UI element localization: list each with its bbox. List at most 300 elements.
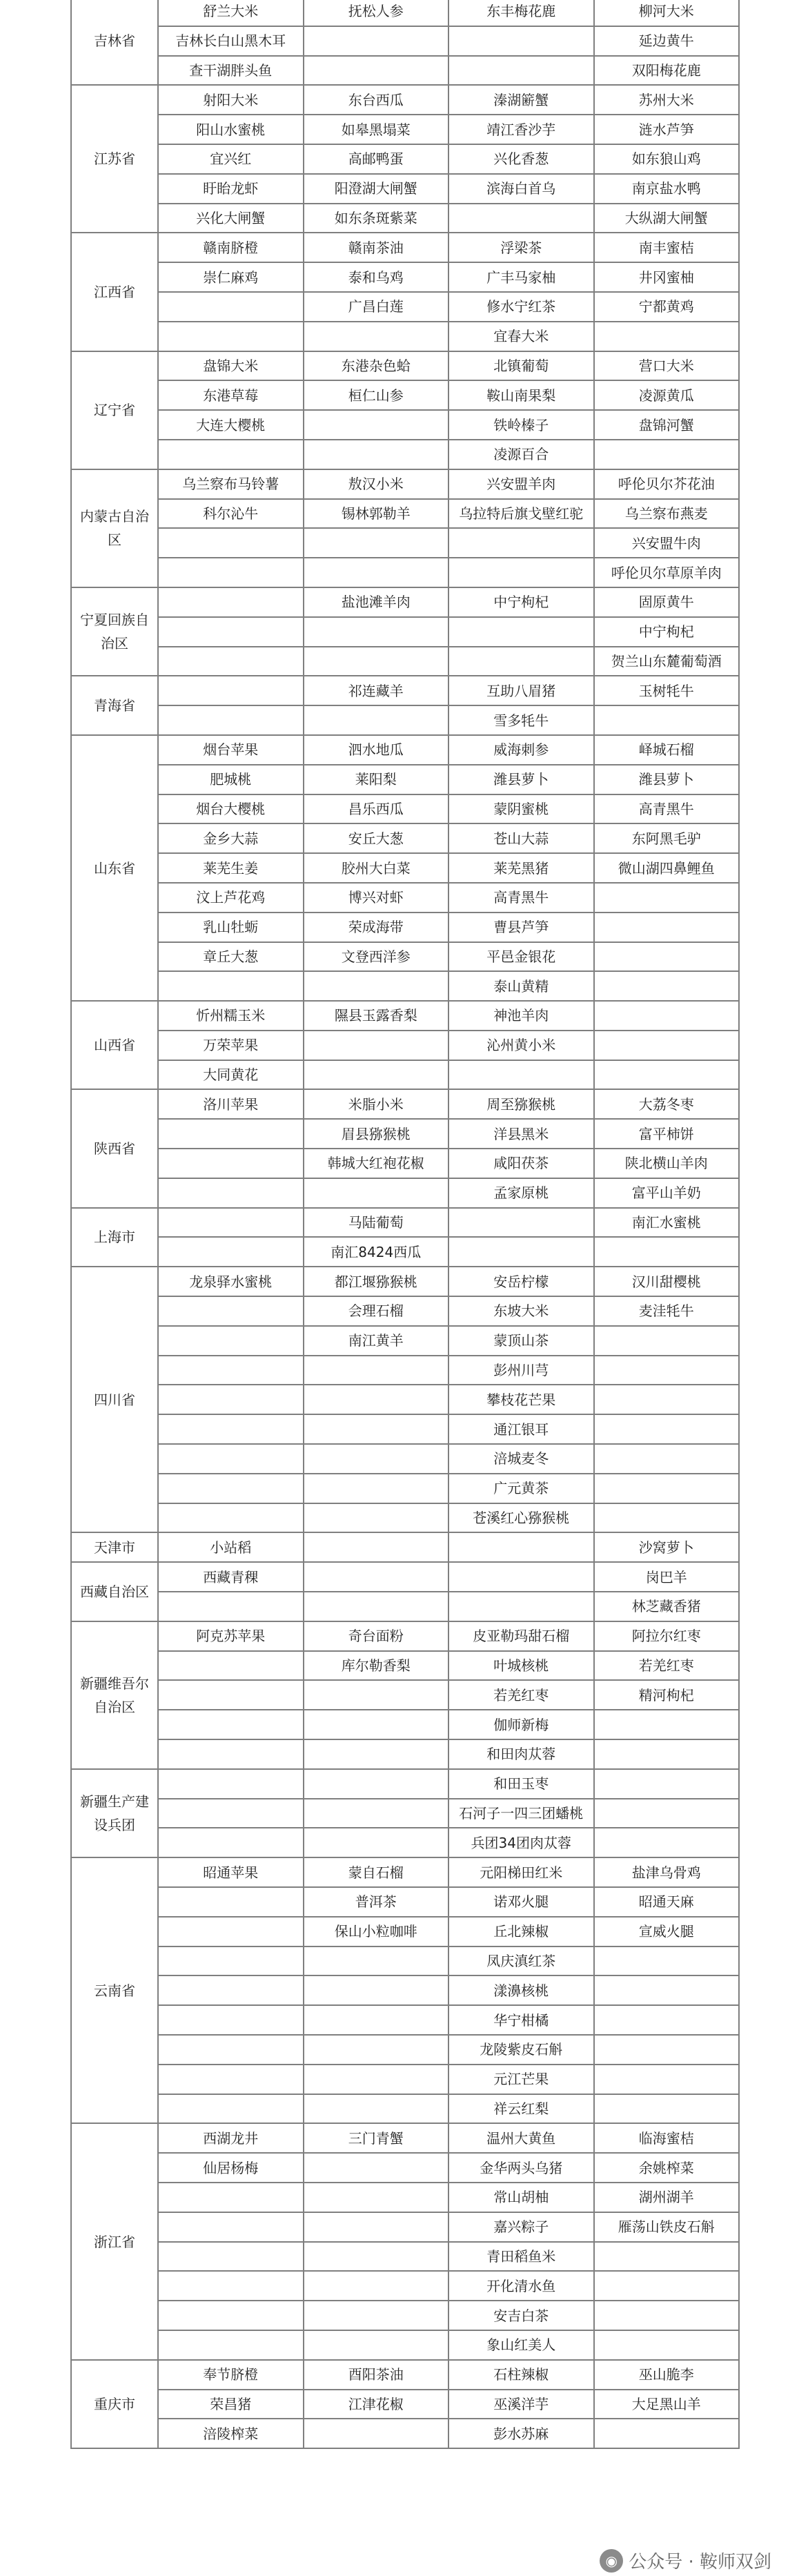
- table-row: [71, 1031, 739, 1060]
- product-cell: [158, 2035, 304, 2065]
- product-cell: [158, 2242, 304, 2272]
- product-cell: [158, 1503, 304, 1533]
- product-cell: 营口大米: [594, 351, 740, 381]
- product-cell: 沙窝萝卜: [594, 1532, 740, 1562]
- table-row: [71, 2094, 739, 2124]
- product-cell: 忻州糯玉米: [158, 1001, 304, 1031]
- province-cell: 天津市: [71, 1532, 158, 1562]
- product-cell: 鞍山南果梨: [448, 380, 594, 410]
- table-row: [71, 765, 739, 794]
- product-cell: [158, 1592, 304, 1621]
- product-cell: 万荣苹果: [158, 1031, 304, 1060]
- product-cell: 泰和乌鸡: [304, 262, 449, 292]
- product-cell: [304, 1680, 449, 1710]
- product-cell: 华宁柑橘: [448, 2005, 594, 2035]
- product-cell: [594, 1060, 740, 1090]
- product-cell: 宁都黄鸡: [594, 292, 740, 322]
- province-cell: 江苏省: [71, 85, 158, 233]
- product-cell: [158, 528, 304, 558]
- product-cell: [448, 1532, 594, 1562]
- product-cell: 盐池滩羊肉: [304, 587, 449, 617]
- product-cell: [594, 971, 740, 1001]
- product-cell: [304, 26, 449, 56]
- product-cell: 祥云红梨: [448, 2094, 594, 2124]
- product-cell: 富平山羊奶: [594, 1178, 740, 1208]
- province-cell: 重庆市: [71, 2360, 158, 2448]
- product-cell: [158, 971, 304, 1001]
- product-cell: 元江芒果: [448, 2065, 594, 2094]
- product-cell: 玉树牦牛: [594, 676, 740, 705]
- product-cell: [158, 2212, 304, 2242]
- product-cell: [594, 1799, 740, 1828]
- wechat-icon: ◉: [600, 2549, 623, 2573]
- product-cell: 江津花椒: [304, 2390, 449, 2419]
- table-row: [71, 1474, 739, 1503]
- table-row: [71, 942, 739, 972]
- table-row: [71, 174, 739, 204]
- product-cell: 章丘大葱: [158, 942, 304, 972]
- table-row: [71, 971, 739, 1001]
- product-cell: [158, 1828, 304, 1857]
- product-cell: 滨海白首乌: [448, 174, 594, 204]
- product-cell: 兴安盟牛肉: [594, 528, 740, 558]
- product-cell: 潍县萝卜: [448, 765, 594, 794]
- product-cell: [304, 1385, 449, 1414]
- product-cell: [448, 528, 594, 558]
- product-cell: [304, 2065, 449, 2094]
- product-cell: 和田玉枣: [448, 1769, 594, 1799]
- product-cell: [158, 1887, 304, 1917]
- product-cell: 三门青蟹: [304, 2123, 449, 2153]
- product-cell: [594, 2271, 740, 2301]
- table-row: [71, 1799, 739, 1828]
- product-cell: 昭通苹果: [158, 1857, 304, 1887]
- watermark: [600, 2548, 771, 2573]
- product-cell: [594, 2242, 740, 2272]
- product-cell: 莱芜生姜: [158, 853, 304, 883]
- product-cell: 凌源百合: [448, 440, 594, 469]
- product-cell: [304, 647, 449, 676]
- product-cell: [304, 971, 449, 1001]
- product-cell: [304, 2094, 449, 2124]
- product-cell: 吉林长白山黑木耳: [158, 26, 304, 56]
- table-body: [71, 0, 739, 2448]
- table-row: [71, 262, 739, 292]
- product-cell: 涪陵榨菜: [158, 2419, 304, 2448]
- product-cell: [594, 440, 740, 469]
- table-row: [71, 1356, 739, 1385]
- province-cell: 西藏自治区: [71, 1562, 158, 1621]
- table-row: [71, 2212, 739, 2242]
- product-cell: [304, 2035, 449, 2065]
- product-cell: [594, 883, 740, 913]
- province-cell: 山西省: [71, 1001, 158, 1089]
- product-cell: [158, 1710, 304, 1739]
- product-cell: 麦洼牦牛: [594, 1296, 740, 1326]
- table-row: [71, 1887, 739, 1917]
- product-cell: [158, 1946, 304, 1976]
- product-cell: 乌兰察布马铃薯: [158, 469, 304, 499]
- product-cell: [304, 1356, 449, 1385]
- product-cell: 龙泉驿水蜜桃: [158, 1267, 304, 1296]
- product-cell: 赣南茶油: [304, 233, 449, 262]
- table-row: [71, 647, 739, 676]
- product-cell: [304, 1503, 449, 1533]
- product-cell: [448, 558, 594, 587]
- product-cell: 蒙顶山茶: [448, 1326, 594, 1356]
- product-cell: 兴化香葱: [448, 144, 594, 174]
- table-row: [71, 2035, 739, 2065]
- product-cell: 荣昌猪: [158, 2390, 304, 2419]
- product-cell: [304, 1828, 449, 1857]
- product-cell: 盱眙龙虾: [158, 174, 304, 204]
- product-cell: 如东狼山鸡: [594, 144, 740, 174]
- product-cell: [594, 322, 740, 351]
- product-cell: [304, 2005, 449, 2035]
- table-row: [71, 2005, 739, 2035]
- product-cell: 眉县猕猴桃: [304, 1119, 449, 1149]
- product-cell: 诺邓火腿: [448, 1887, 594, 1917]
- table-row: [71, 1208, 739, 1238]
- product-cell: [448, 617, 594, 647]
- product-cell: 韩城大红袍花椒: [304, 1149, 449, 1178]
- product-cell: 修水宁红茶: [448, 292, 594, 322]
- product-cell: 如东条斑紫菜: [304, 204, 449, 233]
- product-cell: 峄城石榴: [594, 735, 740, 765]
- product-cell: 高邮鸭蛋: [304, 144, 449, 174]
- product-cell: 石柱辣椒: [448, 2360, 594, 2390]
- product-cell: 宜春大米: [448, 322, 594, 351]
- product-cell: 岗巴羊: [594, 1562, 740, 1592]
- product-cell: 双阳梅花鹿: [594, 56, 740, 86]
- table-row: [71, 1503, 739, 1533]
- product-cell: [304, 2301, 449, 2330]
- table-row: [71, 292, 739, 322]
- table-row: [71, 115, 739, 144]
- product-cell: [158, 558, 304, 587]
- table-row: [71, 1975, 739, 2005]
- product-cell: 安岳柠檬: [448, 1267, 594, 1296]
- product-cell: 奇台面粉: [304, 1621, 449, 1651]
- product-cell: 敖汉小米: [304, 469, 449, 499]
- product-cell: [304, 1414, 449, 1444]
- product-cell: 阳山水蜜桃: [158, 115, 304, 144]
- product-cell: [158, 2301, 304, 2330]
- product-cell: 北镇葡萄: [448, 351, 594, 381]
- product-cell: 陕北横山羊肉: [594, 1149, 740, 1178]
- product-cell: 精河枸杞: [594, 1680, 740, 1710]
- product-cell: [158, 292, 304, 322]
- product-cell: 周至猕猴桃: [448, 1089, 594, 1119]
- province-cell: 新疆生产建设兵团: [71, 1769, 158, 1857]
- product-cell: [158, 2330, 304, 2360]
- product-cell: 通江银耳: [448, 1414, 594, 1444]
- product-cell: 库尔勒香梨: [304, 1651, 449, 1681]
- product-cell: [158, 705, 304, 735]
- product-cell: [304, 2419, 449, 2448]
- product-cell: 西湖龙井: [158, 2123, 304, 2153]
- product-cell: [158, 1975, 304, 2005]
- product-table: [70, 0, 740, 2449]
- product-cell: 象山红美人: [448, 2330, 594, 2360]
- table-row: [71, 1562, 739, 1592]
- product-cell: 大连大樱桃: [158, 410, 304, 440]
- province-cell: 四川省: [71, 1267, 158, 1532]
- product-cell: [304, 1799, 449, 1828]
- product-cell: 凤庆滇红茶: [448, 1946, 594, 1976]
- product-cell: 微山湖四鼻鲤鱼: [594, 853, 740, 883]
- product-cell: [594, 1828, 740, 1857]
- product-cell: 伽师新梅: [448, 1710, 594, 1739]
- product-cell: [594, 1444, 740, 1474]
- product-cell: 孟家原桃: [448, 1178, 594, 1208]
- product-cell: 浮梁茶: [448, 233, 594, 262]
- product-cell: [304, 2212, 449, 2242]
- product-cell: [304, 558, 449, 587]
- product-cell: 兵团34团肉苁蓉: [448, 1828, 594, 1857]
- table-row: [71, 85, 739, 115]
- product-cell: 元阳梯田红米: [448, 1857, 594, 1887]
- product-cell: [158, 1917, 304, 1946]
- table-row: [71, 469, 739, 499]
- product-cell: 大荔冬枣: [594, 1089, 740, 1119]
- table-row: [71, 26, 739, 56]
- product-cell: 和田肉苁蓉: [448, 1739, 594, 1769]
- table-row: [71, 1739, 739, 1769]
- product-cell: 阿拉尔红枣: [594, 1621, 740, 1651]
- product-cell: [448, 204, 594, 233]
- product-cell: 雪多牦牛: [448, 705, 594, 735]
- product-cell: 乳山牡蛎: [158, 913, 304, 942]
- table-row: [71, 1917, 739, 1946]
- product-cell: 雁荡山铁皮石斛: [594, 2212, 740, 2242]
- product-cell: [594, 1769, 740, 1799]
- product-cell: 南汇8424西瓜: [304, 1237, 449, 1267]
- table-row: [71, 0, 739, 26]
- product-cell: 呼伦贝尔芥花油: [594, 469, 740, 499]
- product-cell: 东阿黑毛驴: [594, 823, 740, 853]
- product-cell: [594, 1739, 740, 1769]
- table-row: [71, 1621, 739, 1651]
- table-row: [71, 56, 739, 86]
- product-cell: [448, 1592, 594, 1621]
- province-cell: 云南省: [71, 1857, 158, 2123]
- product-cell: [158, 1326, 304, 1356]
- product-cell: 乌拉特后旗戈壁红驼: [448, 499, 594, 529]
- product-cell: 肥城桃: [158, 765, 304, 794]
- product-cell: 彭水苏麻: [448, 2419, 594, 2448]
- product-cell: 汉川甜樱桃: [594, 1267, 740, 1296]
- table-row: [71, 617, 739, 647]
- product-cell: [304, 1031, 449, 1060]
- product-cell: [594, 2005, 740, 2035]
- product-cell: 盐津乌骨鸡: [594, 1857, 740, 1887]
- table-row: [71, 1267, 739, 1296]
- table-row: [71, 1060, 739, 1090]
- product-cell: 普洱茶: [304, 1887, 449, 1917]
- province-cell: 山东省: [71, 735, 158, 1001]
- table-row: [71, 1089, 739, 1119]
- table-row: [71, 1532, 739, 1562]
- table-row: [71, 1001, 739, 1031]
- product-cell: [158, 2094, 304, 2124]
- product-cell: 贺兰山东麓葡萄酒: [594, 647, 740, 676]
- product-cell: 莱芜黑猪: [448, 853, 594, 883]
- table-row: [71, 2183, 739, 2212]
- product-cell: 叶城核桃: [448, 1651, 594, 1681]
- product-cell: [448, 647, 594, 676]
- product-cell: 潍县萝卜: [594, 765, 740, 794]
- product-cell: [158, 1799, 304, 1828]
- table-row: [71, 1119, 739, 1149]
- product-cell: 汶上芦花鸡: [158, 883, 304, 913]
- product-cell: 西藏青稞: [158, 1562, 304, 1592]
- product-cell: 舒兰大米: [158, 0, 304, 26]
- province-cell: 宁夏回族自治区: [71, 587, 158, 676]
- product-cell: 烟台大樱桃: [158, 794, 304, 824]
- table-row: [71, 499, 739, 529]
- table-row: [71, 410, 739, 440]
- product-cell: [304, 1975, 449, 2005]
- product-cell: [594, 1710, 740, 1739]
- product-cell: [158, 2005, 304, 2035]
- table-row: [71, 705, 739, 735]
- watermark-text: 公众号 · 鞍师双剑: [629, 2552, 771, 2573]
- province-cell: 江西省: [71, 233, 158, 351]
- product-cell: [158, 617, 304, 647]
- product-cell: 涪城麦冬: [448, 1444, 594, 1474]
- product-cell: [158, 1651, 304, 1681]
- table-row: [71, 2360, 739, 2390]
- product-cell: 米脂小米: [304, 1089, 449, 1119]
- product-cell: [304, 56, 449, 86]
- table-row: [71, 558, 739, 587]
- product-cell: [448, 1208, 594, 1238]
- product-cell: 科尔沁牛: [158, 499, 304, 529]
- product-cell: 如皋黑塌菜: [304, 115, 449, 144]
- product-cell: [158, 1208, 304, 1238]
- product-cell: 漾濞核桃: [448, 1975, 594, 2005]
- product-cell: 盘锦大米: [158, 351, 304, 381]
- product-cell: [304, 1060, 449, 1090]
- product-cell: [158, 1237, 304, 1267]
- table-row: [71, 2301, 739, 2330]
- table-row: [71, 1385, 739, 1414]
- product-cell: 余姚榨菜: [594, 2153, 740, 2183]
- product-cell: 盘锦河蟹: [594, 410, 740, 440]
- product-cell: 开化清水鱼: [448, 2271, 594, 2301]
- product-cell: [158, 1414, 304, 1444]
- product-cell: [304, 1710, 449, 1739]
- product-cell: 兴化大闸蟹: [158, 204, 304, 233]
- product-cell: 大纵湖大闸蟹: [594, 204, 740, 233]
- product-cell: 阳澄湖大闸蟹: [304, 174, 449, 204]
- table-row: [71, 883, 739, 913]
- table-row: [71, 1237, 739, 1267]
- product-cell: 泰山黄精: [448, 971, 594, 1001]
- product-cell: [158, 1680, 304, 1710]
- product-cell: [594, 705, 740, 735]
- product-cell: 崇仁麻鸡: [158, 262, 304, 292]
- product-cell: 小站稻: [158, 1532, 304, 1562]
- product-cell: 奉节脐橙: [158, 2360, 304, 2390]
- product-cell: [594, 1503, 740, 1533]
- table-row: [71, 2271, 739, 2301]
- product-cell: 洛川苹果: [158, 1089, 304, 1119]
- province-cell: 陕西省: [71, 1089, 158, 1207]
- table-row: [71, 380, 739, 410]
- product-cell: 临海蜜桔: [594, 2123, 740, 2153]
- product-cell: 洋县黑米: [448, 1119, 594, 1149]
- product-cell: 咸阳茯茶: [448, 1149, 594, 1178]
- product-cell: 仙居杨梅: [158, 2153, 304, 2183]
- product-cell: [304, 2242, 449, 2272]
- product-cell: 高青黑牛: [448, 883, 594, 913]
- table-row: [71, 853, 739, 883]
- product-cell: 威海刺参: [448, 735, 594, 765]
- product-cell: 中宁枸杞: [448, 587, 594, 617]
- product-cell: 安丘大葱: [304, 823, 449, 853]
- product-cell: [594, 2065, 740, 2094]
- product-cell: [158, 676, 304, 705]
- table-row: [71, 1444, 739, 1474]
- product-cell: 会理石榴: [304, 1296, 449, 1326]
- product-cell: [158, 322, 304, 351]
- product-cell: 荣成海带: [304, 913, 449, 942]
- product-cell: 阿克苏苹果: [158, 1621, 304, 1651]
- product-cell: [594, 1946, 740, 1976]
- product-cell: [304, 410, 449, 440]
- table-row: [71, 2242, 739, 2272]
- table-row: [71, 1710, 739, 1739]
- product-cell: 皮亚勒玛甜石榴: [448, 1621, 594, 1651]
- product-cell: [304, 1592, 449, 1621]
- product-cell: 井冈蜜柚: [594, 262, 740, 292]
- product-cell: 东港草莓: [158, 380, 304, 410]
- product-cell: 胶州大白菜: [304, 853, 449, 883]
- product-cell: 沁州黄小米: [448, 1031, 594, 1060]
- product-cell: 蒙阴蜜桃: [448, 794, 594, 824]
- province-cell: 上海市: [71, 1208, 158, 1267]
- product-cell: 广元黄茶: [448, 1474, 594, 1503]
- product-cell: 宣威火腿: [594, 1917, 740, 1946]
- product-cell: 南京盐水鸭: [594, 174, 740, 204]
- product-cell: [158, 1119, 304, 1149]
- product-cell: [304, 1474, 449, 1503]
- product-cell: 溱湖簖蟹: [448, 85, 594, 115]
- product-cell: [594, 913, 740, 942]
- product-cell: 抚松人参: [304, 0, 449, 26]
- table-row: [71, 204, 739, 233]
- table-row: [71, 2330, 739, 2360]
- product-cell: 宜兴红: [158, 144, 304, 174]
- product-cell: 都江堰猕猴桃: [304, 1267, 449, 1296]
- product-cell: 兴安盟羊肉: [448, 469, 594, 499]
- product-cell: 靖江香沙芋: [448, 115, 594, 144]
- province-cell: 内蒙古自治区: [71, 469, 158, 587]
- product-cell: 东丰梅花鹿: [448, 0, 594, 26]
- product-cell: 湖州湖羊: [594, 2183, 740, 2212]
- product-cell: [448, 1060, 594, 1090]
- product-cell: 射阳大米: [158, 85, 304, 115]
- product-cell: 安吉白茶: [448, 2301, 594, 2330]
- product-cell: [594, 1001, 740, 1031]
- product-cell: 酉阳茶油: [304, 2360, 449, 2390]
- product-cell: 祁连藏羊: [304, 676, 449, 705]
- product-cell: [304, 440, 449, 469]
- table-row: [71, 1326, 739, 1356]
- product-cell: 曹县芦笋: [448, 913, 594, 942]
